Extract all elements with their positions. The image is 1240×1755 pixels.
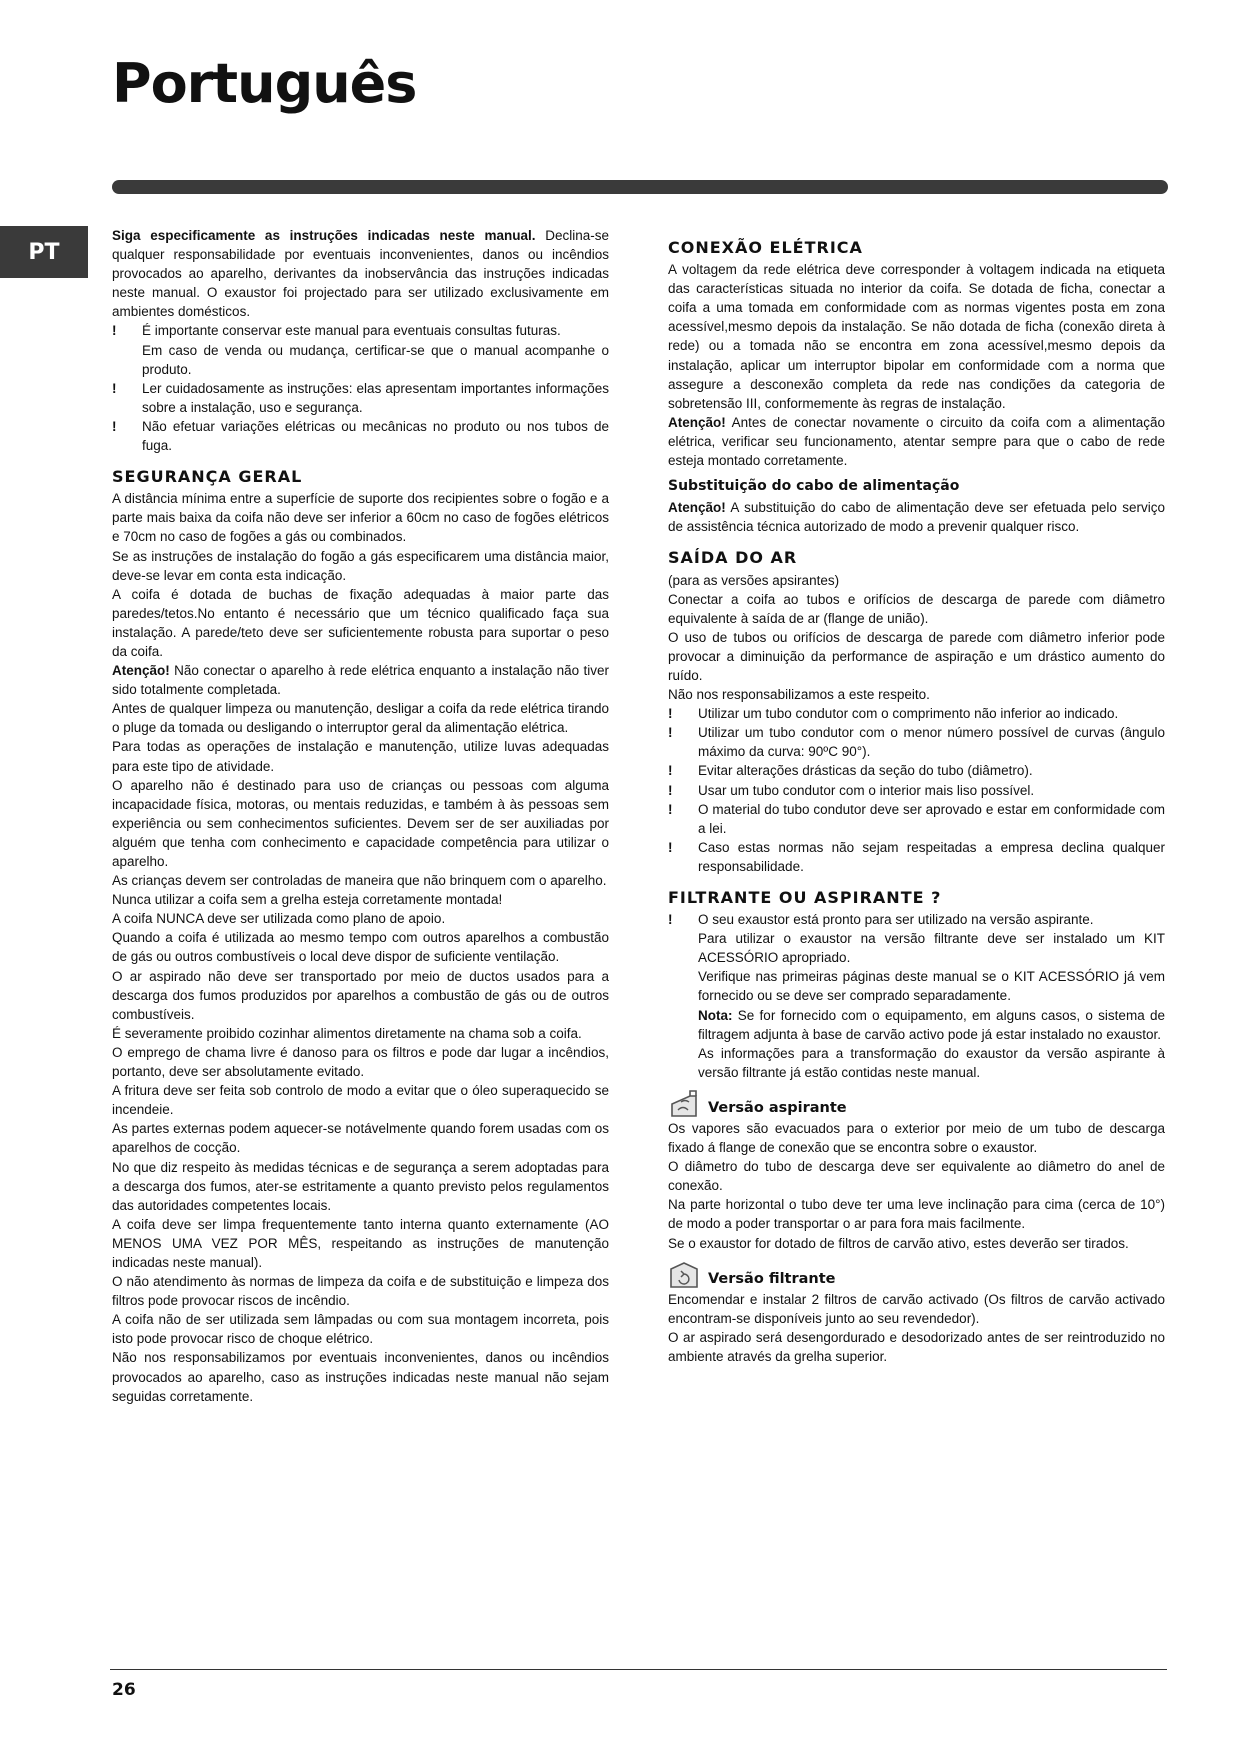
note-continuation: As informações para a transformação do exaustor da versão aspirante à versão filtrante já estão contidas neste manual. [698, 1045, 1165, 1080]
warning-note [668, 838, 1165, 876]
paragraph: Para todas as operações de instalação e manutenção, utilize luvas adequadas para este tipo de atividade. [112, 739, 609, 774]
exclamation-icon: ! [668, 839, 673, 855]
paragraph: A coifa é dotada de buchas de fixação adequadas à maior parte das paredes/tetos.No entanto é necessário que um técnico qualificado faça sua instalação. A parede/teto deve ser suficientemente robusta para suportar o peso da coifa. [112, 586, 609, 659]
subheading-filtrante [668, 1261, 1165, 1289]
paragraph: A distância mínima entre a superfície de suporte dos recipientes sobre o fogão e a parte mais baixa da coifa não deve ser inferior a 60cm no caso de fogões elétricos e 70cm no caso de fogões a gás ou combinados. [112, 491, 609, 545]
subheading-aspirante [668, 1090, 1165, 1118]
intro-bold: Siga especificamente as instruções indicadas neste manual. [112, 228, 536, 243]
paragraph: Não nos responsabilizamos por eventuais inconvenientes, danos ou incêndios provocados ao aparelho, caso as instruções indicadas neste manual não sejam seguidas corretamente. [112, 1350, 609, 1404]
paragraph: Encomendar e instalar 2 filtros de carvão activado (Os filtros de carvão activado encontram-se disponíveis junto ao seu revendedor). [668, 1291, 1165, 1326]
attention-text: Antes de conectar novamente o circuito da coifa com a alimentação elétrica, verificar seu funcionamento, atentar sempre para que o cabo de rede esteja montado corretamente. [668, 414, 1165, 469]
paragraph: Não nos responsabilizamos a este respeito. [668, 687, 930, 703]
intro-paragraph [112, 226, 609, 321]
exclamation-icon: ! [668, 912, 673, 928]
section-heading-electric: CONEXÃO ELÉTRICA [668, 238, 863, 257]
subheading-text: Versão filtrante [708, 1270, 836, 1287]
nota-label: Nota: [698, 1007, 733, 1023]
attention-paragraph [668, 413, 1165, 470]
paragraph: O uso de tubos ou orifícios de descarga de parede com diâmetro inferior pode provocar a diminuição da performance de aspiração e um drástico aumento do ruído. [668, 629, 1165, 683]
attention-label: Atenção! [668, 500, 726, 516]
exclamation-icon: ! [668, 782, 673, 798]
filtering-hood-icon [668, 1261, 700, 1289]
paragraph: Quando a coifa é utilizada ao mesmo tempo com outros aparelhos a combustão de gás ou outros combustíveis o local deve dispor de suficiente ventilação. [112, 930, 609, 965]
language-tab: PT [0, 226, 88, 278]
note-text: Utilizar um tubo condutor com o comprimento não inferior ao indicado. [698, 706, 1119, 722]
nota-paragraph [668, 1006, 1165, 1044]
note-text: Ler cuidadosamente as instruções: elas apresentam importantes informações sobre a instalação, uso e segurança. [142, 380, 609, 415]
paragraph: Na parte horizontal o tubo deve ter uma leve inclinação para cima (cerca de 10°) de modo a poder transportar o ar para fora mais facilmente. [668, 1197, 1165, 1232]
exclamation-icon: ! [668, 725, 673, 741]
subheading-cable: Substituição do cabo de alimentação [668, 478, 960, 495]
note-text: Evitar alterações drásticas da seção do tubo (diâmetro). [698, 763, 1033, 779]
exclamation-icon: ! [112, 418, 117, 434]
exclamation-icon: ! [112, 323, 117, 339]
attention-text: Não conectar o aparelho à rede elétrica enquanto a instalação não tiver sido totalmente completada. [112, 663, 609, 698]
note-continuation: Verifique nas primeiras páginas deste manual se o KIT ACESSÓRIO já vem fornecido ou se deve ser comprado separadamente. [698, 969, 1165, 1004]
warning-note [668, 723, 1165, 761]
paragraph: O ar aspirado não deve ser transportado por meio de ductos usados para a descarga dos fumos produzidos por aparelhos a combustão de gás ou de outros combustíveis. [112, 968, 609, 1022]
warning-note [668, 781, 1165, 800]
warning-note [668, 761, 1165, 780]
paragraph: A voltagem da rede elétrica deve corresponder à voltagem indicada na etiqueta das características situada no interior da coifa. Se dotada de ficha, conectar a coifa a uma tomada em conformidade com as normas vigentes posta em zona acessível,mesmo depois da instalação. Se não dotada de ficha (conexão direta à rede) ou a tomada não se encontra em zona acessível,mesmo depois da instalação, aplicar um interruptor bipolar em conformidade com a norma que assegure a desconexão completa da rede nas condições da categoria de sobretensão III, conformemente às regras de instalação. [668, 262, 1165, 411]
note-text: O seu exaustor está pronto para ser utilizado na versão aspirante. [698, 912, 1094, 928]
note-text: O material do tubo condutor deve ser aprovado e estar em conformidade com a lei. [698, 801, 1165, 836]
exclamation-icon: ! [668, 763, 673, 779]
exclamation-icon: ! [668, 706, 673, 722]
paragraph: Nunca utilizar a coifa sem a grelha esteja corretamente montada! [112, 892, 503, 908]
note-text: Não efetuar variações elétricas ou mecânicas no produto ou nos tubos de fuga. [142, 418, 609, 454]
paragraph: Se o exaustor for dotado de filtros de carvão ativo, estes deverão ser tirados. [668, 1235, 1129, 1251]
note-text: É importante conservar este manual para eventuais consultas futuras. [142, 323, 561, 339]
paragraph: O aparelho não é destinado para uso de crianças ou pessoas com alguma incapacidade física, motoras, ou mentais reduzidas, e também à às pessoas sem experiência ou sem conhecimentos suficientes. Devem ser de ser auxiliadas por alguém que tenha com conhecimento e capacidade competência para utilizar o aparelho. [112, 777, 609, 869]
left-column [112, 226, 609, 1406]
subheading-text: Versão aspirante [708, 1099, 847, 1116]
paragraph: A coifa deve ser limpa frequentemente tanto interna quanto externamente (AO MENOS UMA VEZ POR MÊS, respeitando as instruções de manutenção indicadas neste manual). [112, 1216, 609, 1270]
note-continuation: Para utilizar o exaustor na versão filtrante deve ser instalado um KIT ACESSÓRIO apropriado. [698, 931, 1165, 966]
section-heading-filter: FILTRANTE OU ASPIRANTE ? [668, 888, 942, 907]
paragraph: O emprego de chama livre é danoso para os filtros e pode dar lugar a incêndios, portanto, deve ser absolutamente evitado. [112, 1044, 609, 1080]
paragraph: Se as instruções de instalação do fogão a gás especificarem uma distância maior, deve-se levar em conta esta indicação. [112, 548, 609, 583]
warning-note [112, 417, 609, 455]
section-heading-safety: SEGURANÇA GERAL [112, 467, 303, 487]
paragraph: A fritura deve ser feita sob controlo de modo a evitar que o óleo superaquecido se incendeie. [112, 1083, 609, 1118]
aspirating-hood-icon [668, 1090, 700, 1118]
attention-text: A substituição do cabo de alimentação deve ser efetuada pelo serviço de assistência técnica autorizado de modo a prevenir qualquer risco. [668, 500, 1165, 535]
note-text: Caso estas normas não sejam respeitadas a empresa declina qualquer responsabilidade. [698, 839, 1165, 874]
attention-paragraph [668, 498, 1165, 536]
note-continuation: Em caso de venda ou mudança, certificar-se que o manual acompanhe o produto. [142, 342, 609, 377]
paragraph: Conectar a coifa ao tubos e orifícios de descarga de parede com diâmetro equivalente à saída de ar (flange de união). [668, 591, 1165, 626]
exclamation-icon: ! [112, 380, 117, 396]
note-text: Usar um tubo condutor com o interior mais liso possível. [698, 782, 1035, 798]
nota-text: Se for fornecido com o equipamento, em alguns casos, o sistema de filtragem adjunta à base de carvão activo pode já estar instalado no exaustor. [698, 1007, 1165, 1042]
section-heading-air: SAÍDA DO AR [668, 548, 798, 568]
paragraph: O ar aspirado será desengordurado e desodorizado antes de ser reintroduzido no ambiente através da grelha superior. [668, 1329, 1165, 1364]
paragraph: O diâmetro do tubo de descarga deve ser equivalente ao diâmetro do anel de conexão. [668, 1159, 1165, 1194]
paragraph: As crianças devem ser controladas de maneira que não brinquem com o aparelho. [112, 873, 607, 889]
attention-label: Atenção! [112, 663, 170, 679]
footer-rule [110, 1669, 1167, 1670]
paragraph: (para as versões apsirantes) [668, 572, 840, 588]
paragraph: O não atendimento às normas de limpeza da coifa e de substituição e limpeza dos filtros pode provocar riscos de incêndio. [112, 1274, 609, 1309]
paragraph: A coifa não de ser utilizada sem lâmpadas ou com sua montagem incorreta, pois isto pode provocar risco de choque elétrico. [112, 1312, 609, 1347]
right-column [668, 226, 1165, 1366]
paragraph: É severamente proibido cozinhar alimentos diretamente na chama sob a coifa. [112, 1025, 582, 1041]
intro-text: Declina-se qualquer responsabilidade por eventuais inconvenientes, danos ou incêndios provocados ao aparelho, derivantes da inobservância das instruções indicadas neste manual. O exaustor foi projectado para ser utilizado exclusivamente em ambientes domésticos. [112, 228, 609, 320]
warning-note [112, 379, 609, 417]
attention-paragraph [112, 661, 609, 699]
paragraph: As partes externas podem aquecer-se notávelmente quando forem usadas com os aparelhos de cocção. [112, 1121, 609, 1156]
note-text: Utilizar um tubo condutor com o menor número possível de curvas (ângulo máximo da curva: 90ºC 90°). [698, 725, 1165, 760]
page-number: 26 [112, 1680, 136, 1700]
header-rule [112, 180, 1168, 194]
warning-note [668, 910, 1165, 929]
exclamation-icon: ! [668, 801, 673, 817]
paragraph: Os vapores são evacuados para o exterior por meio de um tubo de descarga fixado á flange de conexão que se encontra sobre o exaustor. [668, 1120, 1165, 1156]
attention-label: Atenção! [668, 414, 726, 430]
paragraph: Antes de qualquer limpeza ou manutenção, desligar a coifa da rede elétrica tirando o pluge da tomada ou desligando o interruptor geral da alimentação elétrica. [112, 701, 609, 736]
paragraph: No que diz respeito às medidas técnicas e de segurança a serem adoptadas para a descarga dos fumos, ater-se estritamente a quanto previsto pelos regulamentos das autoridades competentes locais. [112, 1159, 609, 1213]
warning-note [668, 800, 1165, 838]
warning-note [668, 704, 1165, 723]
paragraph: A coifa NUNCA deve ser utilizada como plano de apoio. [112, 911, 446, 927]
page-title: Português [112, 52, 417, 115]
warning-note [112, 321, 609, 340]
